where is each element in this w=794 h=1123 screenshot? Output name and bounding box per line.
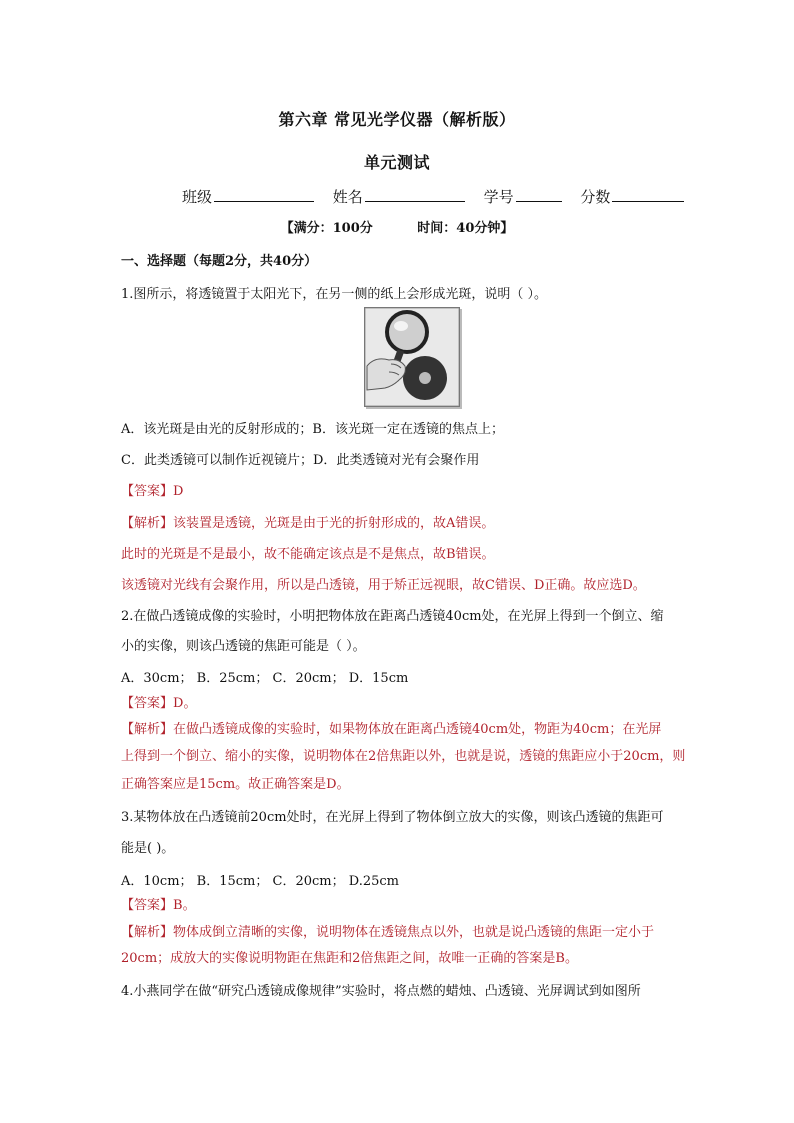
student-id-blank [516, 187, 562, 202]
analysis-text: 物体成倒立清晰的实像，说明物体在透镜焦点以外，也就是说凸透镜的焦距一定小于 [173, 925, 655, 940]
answer-label: 【答案】 [121, 484, 174, 499]
q3-stem-line1: 3.某物体放在凸透镜前20cm处时，在光屏上得到了物体倒立放大的实像，则该凸透镜的焦距可 [121, 810, 664, 825]
answer-value: D [173, 484, 184, 499]
q1-option-ab: A．该光斑是由光的反射形成的；B．该光斑一定在透镜的焦点上； [121, 422, 504, 437]
q1-analysis-line3: 该透镜对光线有会聚作用，所以是凸透镜，用于矫正远视眼，故C错误、D正确。故应选D。 [121, 578, 646, 593]
q2-analysis-line1 [121, 718, 661, 737]
section-heading: 一、选择题（每题2分，共40分） [121, 254, 318, 269]
name-label: 姓名 [332, 188, 363, 206]
analysis-label: 【解析】 [121, 925, 174, 940]
q3-analysis-line2: 20cm；成放大的实像说明物距在焦距和2倍焦距之间，故唯一正确的答案是B。 [121, 951, 578, 966]
class-blank [214, 187, 314, 202]
analysis-label: 【解析】 [121, 722, 174, 737]
q3-options: A．10cm； B．15cm； C．20cm； D.25cm [121, 874, 399, 889]
q4-stem-line1: 4.小燕同学在做“研究凸透镜成像规律”实验时，将点燃的蜡烛、凸透镜、光屏调试到如图所 [121, 984, 641, 999]
q1-answer [121, 480, 183, 499]
magnifier-figure [364, 307, 460, 407]
q2-options: A．30cm； B．25cm； C．20cm； D．15cm [121, 671, 409, 686]
name-blank [365, 187, 465, 202]
magnifying-glass-icon [365, 308, 459, 406]
page-title: 第六章 常见光学仪器（解析版） [278, 110, 516, 129]
q3-stem-line2: 能是( )。 [121, 841, 175, 856]
student-info-row [182, 186, 684, 207]
score-blank [612, 187, 684, 202]
answer-value: D。 [173, 696, 197, 711]
q2-answer [121, 692, 196, 711]
page-subtitle: 单元测试 [363, 153, 430, 172]
q3-analysis-line1 [121, 921, 654, 940]
student-id-label: 学号 [483, 188, 514, 206]
score-label: 分数 [580, 188, 611, 206]
q1-analysis-line2: 此时的光斑是不是最小，故不能确定该点是不是焦点，故B错误。 [121, 547, 495, 562]
time-limit: 时间：40分钟】 [417, 221, 514, 236]
analysis-text: 在做凸透镜成像的实验时，如果物体放在距离凸透镜40cm处，物距为40cm；在光屏 [173, 722, 662, 737]
analysis-label: 【解析】 [121, 516, 174, 531]
q1-stem: 1.图所示，将透镜置于太阳光下，在另一侧的纸上会形成光斑，说明（ ）。 [121, 287, 548, 302]
answer-label: 【答案】 [121, 898, 174, 913]
q2-stem-line1: 2.在做凸透镜成像的实验时，小明把物体放在距离凸透镜40cm处，在光屏上得到一个倒立、缩 [121, 609, 664, 624]
answer-value: B。 [173, 898, 196, 913]
q1-analysis-line1 [121, 512, 494, 531]
score-time-row [0, 217, 794, 236]
full-score: 【满分：100分 [280, 221, 373, 236]
q2-analysis-line2: 上得到一个倒立、缩小的实像，说明物体在2倍焦距以外，也就是说，透镜的焦距应小于20cm，则 [121, 749, 686, 764]
class-label: 班级 [182, 188, 213, 206]
q2-analysis-line3: 正确答案应是15cm。故正确答案是D。 [121, 777, 350, 792]
analysis-text: 该装置是透镜，光斑是由于光的折射形成的，故A错误。 [173, 516, 495, 531]
q3-answer [121, 894, 196, 913]
q2-stem-line2: 小的实像，则该凸透镜的焦距可能是（ ）。 [121, 639, 366, 654]
answer-label: 【答案】 [121, 696, 174, 711]
q1-option-cd: C．此类透镜可以制作近视镜片；D．此类透镜对光有会聚作用 [121, 453, 480, 468]
